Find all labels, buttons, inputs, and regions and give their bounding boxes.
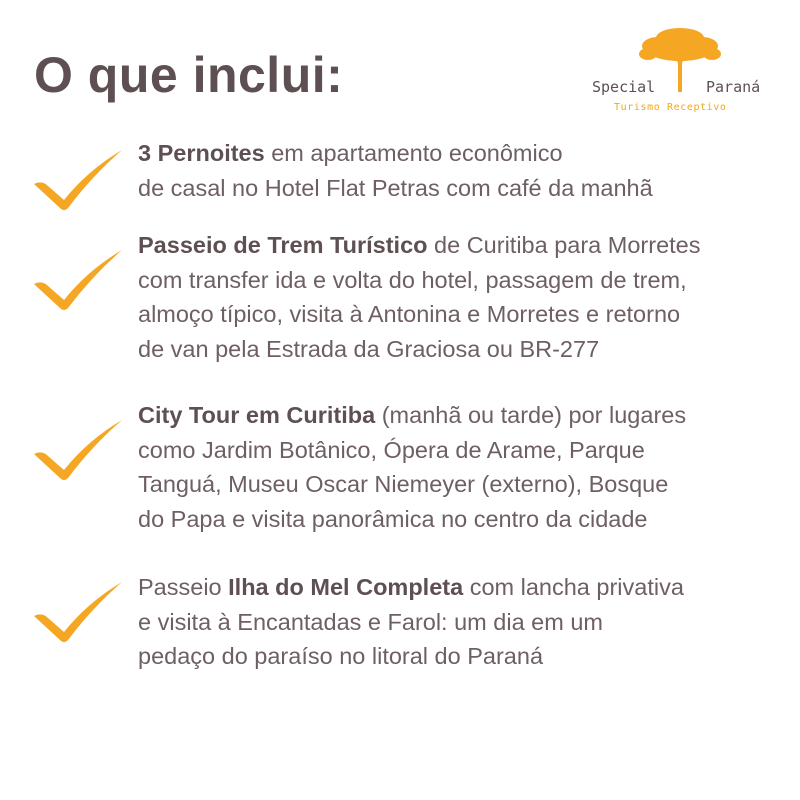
item-line: Passeio de Trem Turístico de Curitiba para Morretes [138, 232, 701, 258]
item-line: como Jardim Botânico, Ópera de Arame, Parque [138, 436, 645, 463]
item-text [138, 398, 686, 536]
item-line: do Papa e visita panorâmica no centro da cidade [138, 505, 648, 532]
item-line: pedaço do paraíso no litoral do Paraná [138, 643, 544, 669]
item-line: 3 Pernoites em apartamento econômico [138, 140, 563, 166]
item-line: de van pela Estrada da Graciosa ou BR-277 [138, 335, 600, 362]
logo-brand-word-1: Special [592, 78, 656, 96]
page-title: O que inclui: [34, 47, 344, 103]
checkmark-icon [30, 146, 126, 212]
item-line: Tanguá, Museu Oscar Niemeyer (externo), Bosque [138, 471, 669, 497]
checkmark-icon [30, 416, 126, 482]
special-parana-logo [588, 24, 780, 120]
logo-tagline: Turismo Receptivo [614, 102, 727, 113]
item-line: de casal no Hotel Flat Petras com café da manhã [138, 174, 653, 201]
item-line: almoço típico, visita à Antonina e Morretes e retorno [138, 301, 681, 327]
logo-brand-word-2: Paraná [706, 78, 761, 96]
checkmark-icon [30, 246, 126, 312]
item-text [138, 136, 653, 205]
item-text [138, 570, 684, 674]
item-line: Passeio Ilha do Mel Completa com lancha privativa [138, 574, 684, 600]
item-text [138, 228, 701, 366]
item-line: e visita à Encantadas e Farol: um dia em um [138, 608, 603, 635]
item-line: City Tour em Curitiba (manhã ou tarde) por lugares [138, 402, 687, 428]
checkmark-icon [30, 578, 126, 644]
item-line: com transfer ida e volta do hotel, passagem de trem, [138, 266, 687, 293]
